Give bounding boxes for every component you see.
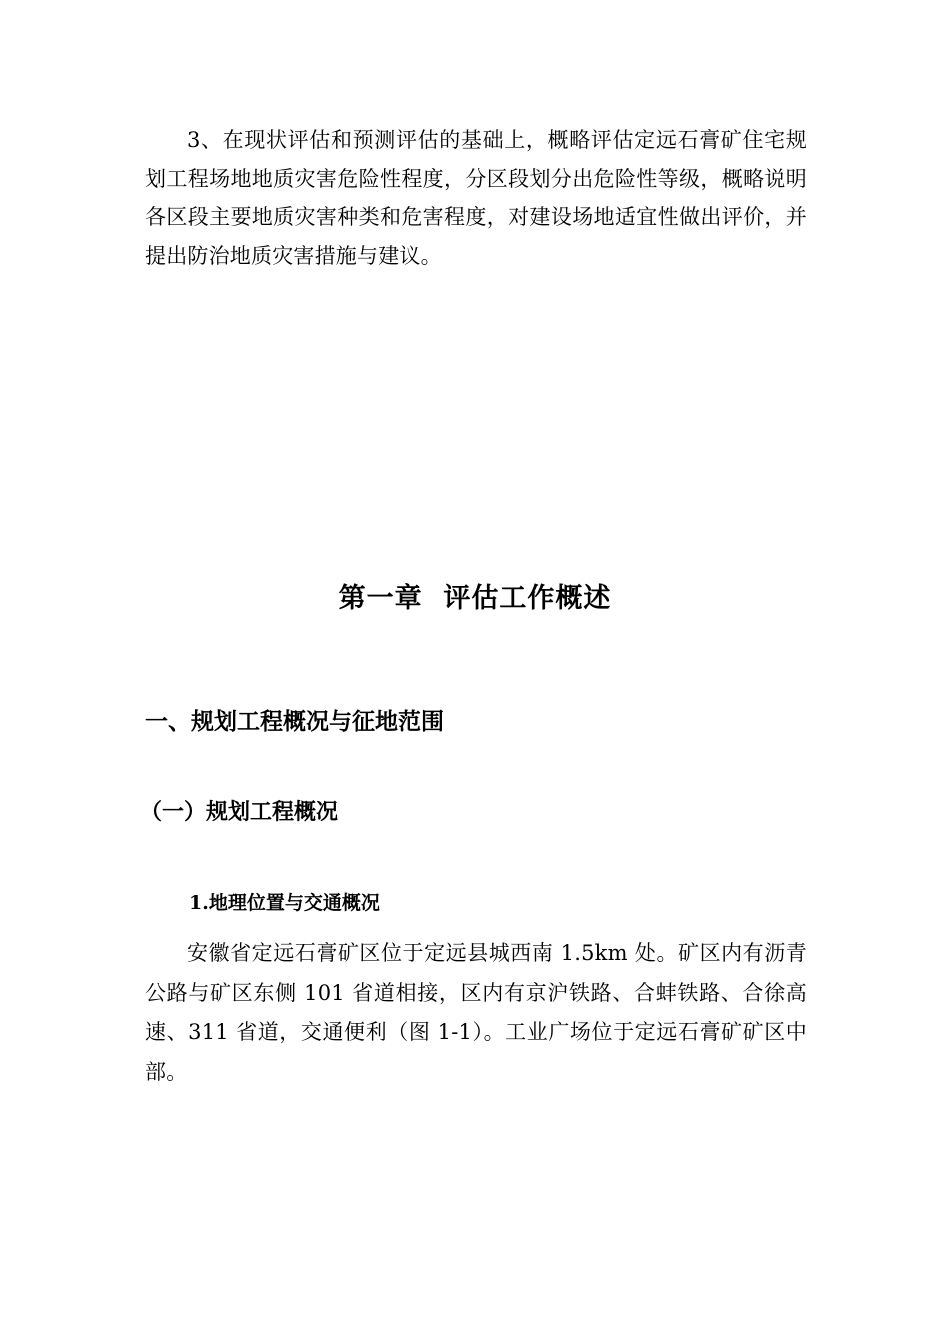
paragraph-location: 安徽省定远石膏矿区位于定远县城西南 1.5km 处。矿区内有沥青公路与矿区东侧 101 省道相接，区内有京沪铁路、合蚌铁路、合徐高速、311 省道，交通便利（图 1-1）。工业广场位于定远石膏矿矿区中部。 [145, 941, 807, 1084]
paragraph-evaluation-item-3: 3、在现状评估和预测评估的基础上，概略评估定远石膏矿住宅规划工程场地地质灾害危险性程度，分区段划分出危险性等级，概略说明各区段主要地质灾害种类和危害程度，对建设场地适宜性做出评价，并提出防治地质灾害措施与建议。 [145, 128, 807, 268]
chapter-title: 第一章 评估工作概述 [338, 583, 612, 614]
section-heading-1: 一、规划工程概况与征地范围 [145, 709, 444, 735]
subsubsection-heading-1: 1.地理位置与交通概况 [189, 892, 380, 914]
subsection-heading-1: （一）规划工程概况 [140, 800, 339, 825]
